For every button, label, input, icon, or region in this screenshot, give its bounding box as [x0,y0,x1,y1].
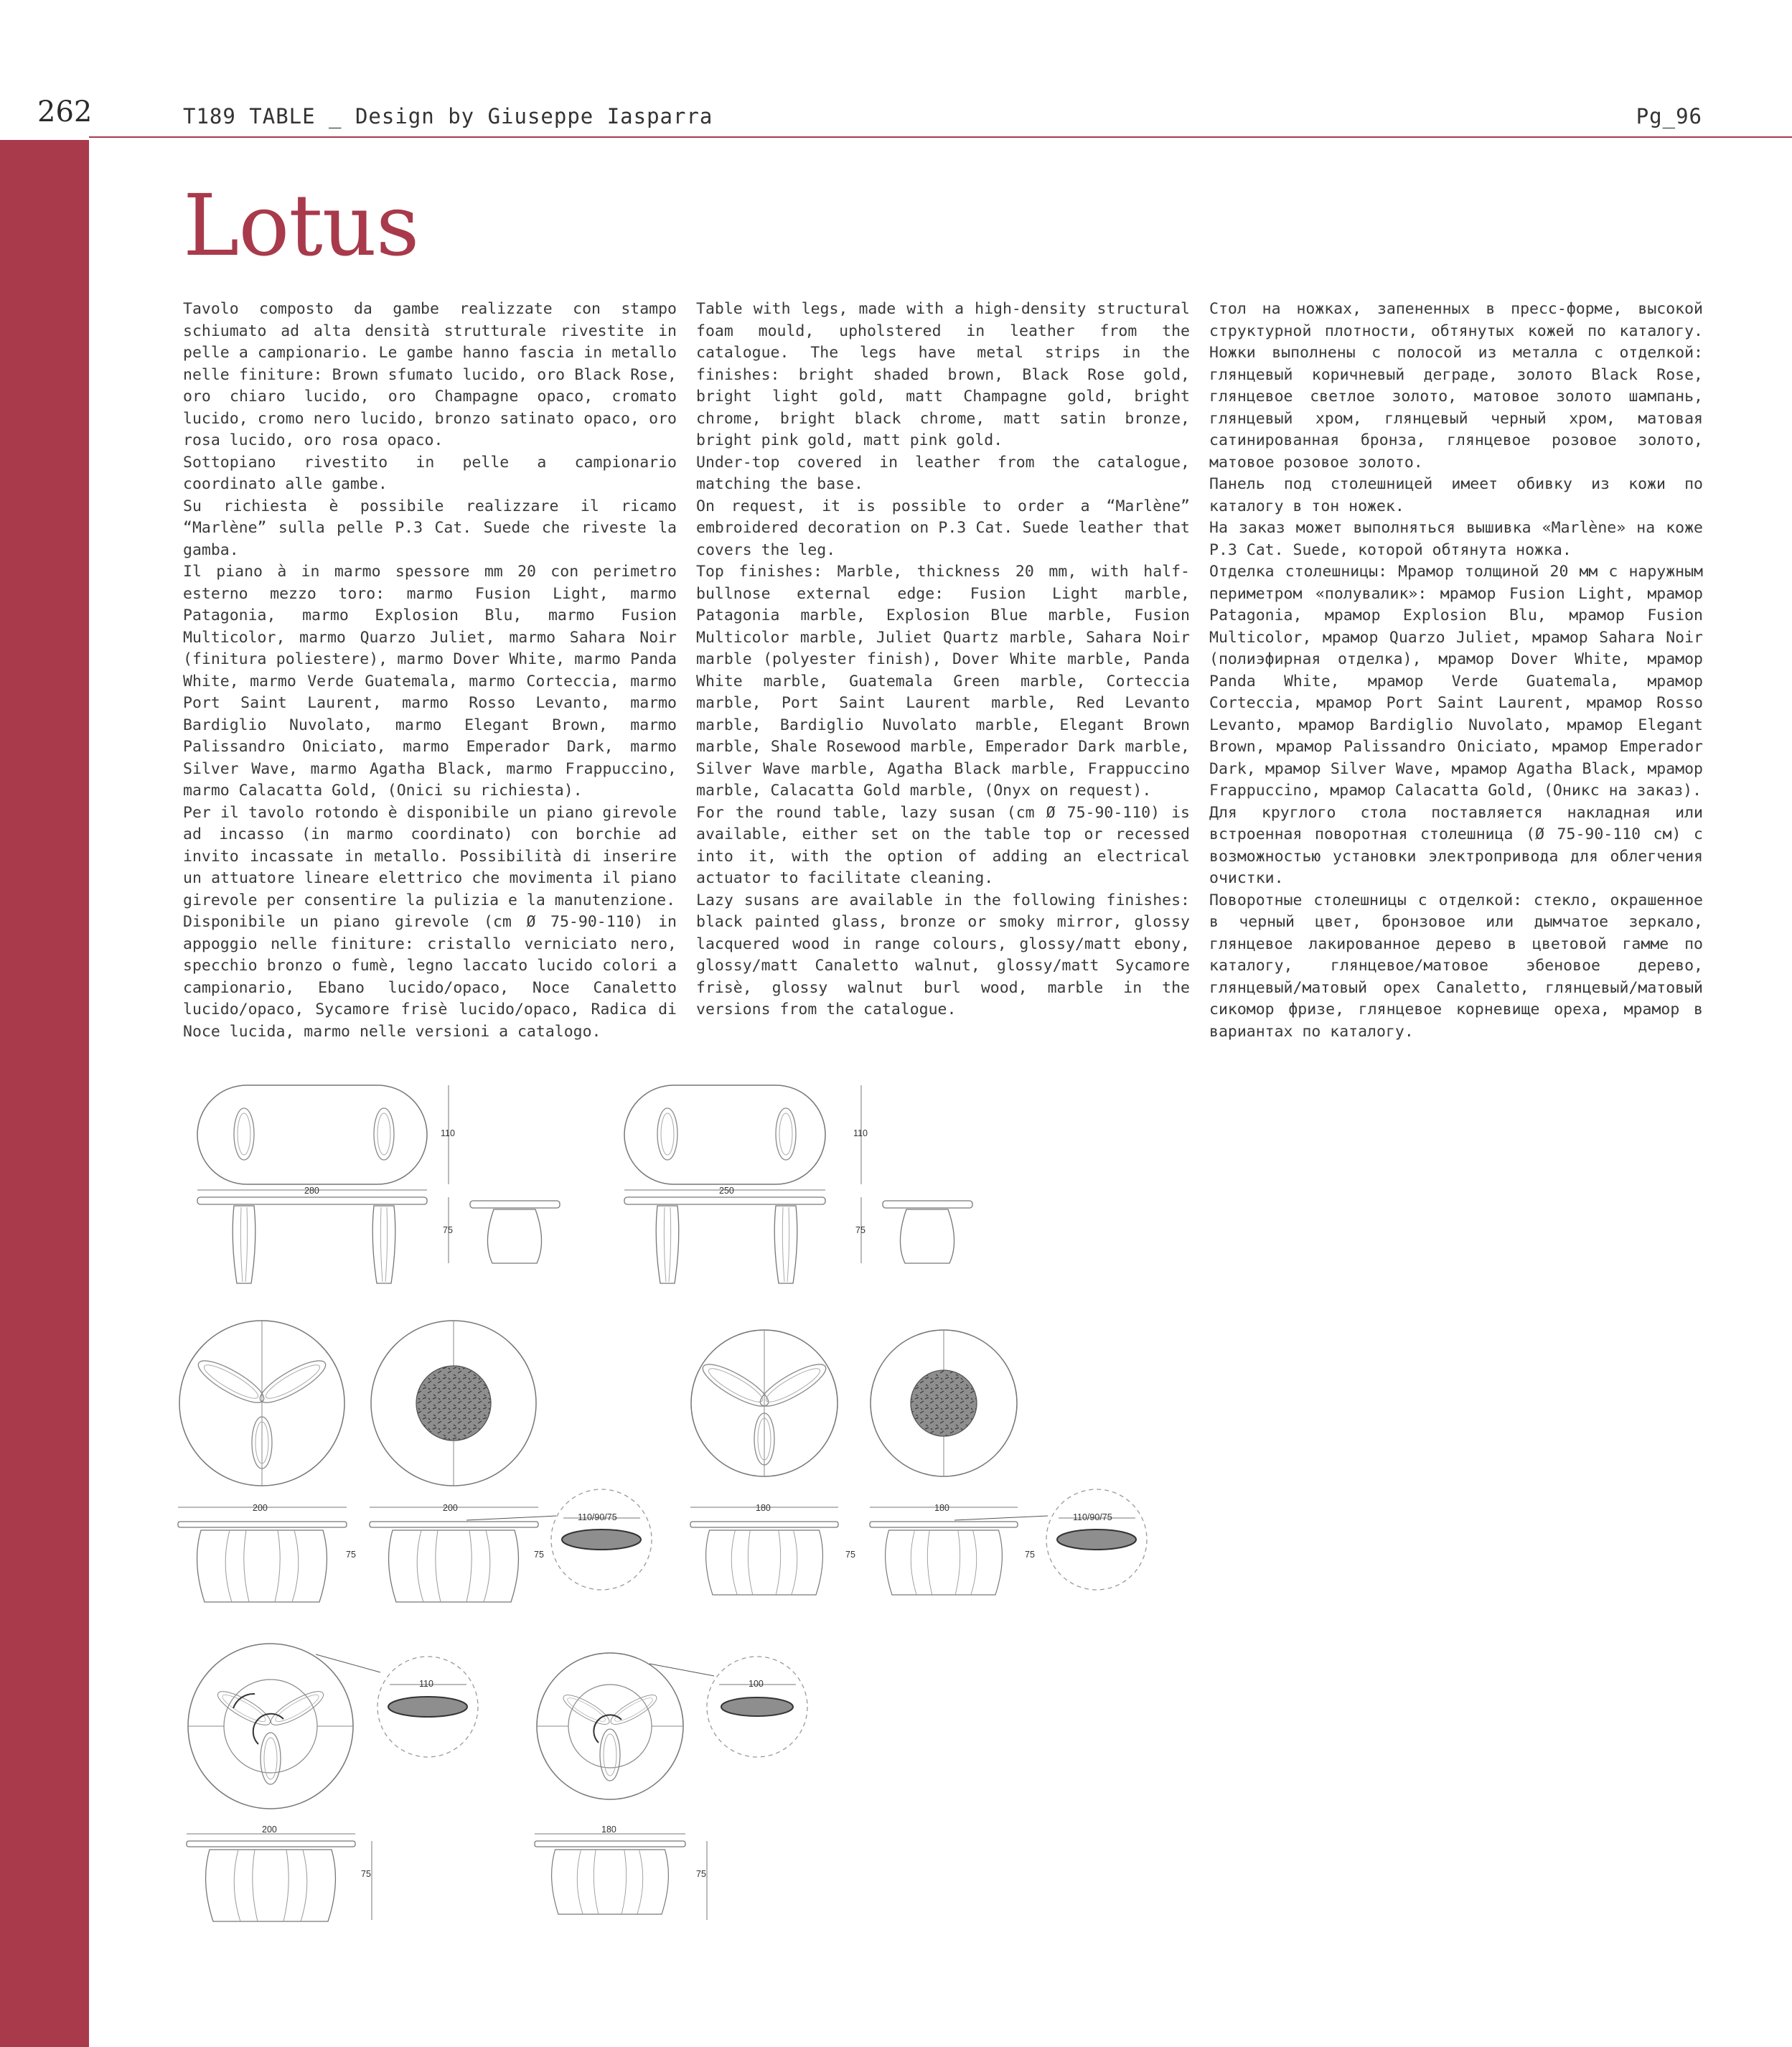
oval-top-side [197,1197,427,1204]
dim-diameter: 180 [934,1503,949,1513]
paragraph: For the round table, lazy susan (cm Ø 75-90-110) is available, either set on the table top or recessed into it, with the option of adding an electrical actuator to facilitate cleaning. [696,803,1190,887]
oval-top-plan [197,1085,427,1184]
round-table-200-lazy-susan [370,1321,652,1602]
round-table-200-recessed-susan [187,1644,478,1921]
dim-height: 75 [443,1225,453,1235]
dim-susan: 110 [419,1679,433,1689]
paragraph: Top finishes: Marble, thickness 20 mm, with half-bullnose external edge: Fusion Light marble, Patagonia marble, Explosion Blue marble, Fusion Multicolor marble, Juliet Quartz marble, Sahara Noir marble (polyester finish), Dover White marble, Panda White marble, Guatemala Green marble, Corteccia marble, Port Saint Laurent marble, Red Levanto marble, Bardiglio Nuvolato marble, Elegant Brown marble, Shale Rosewood marble, Emperador Dark marble, Silver Wave marble, Agatha Black marble, Frappuccino marble, Calacatta Gold marble, (Onyx on request). [696,563,1190,800]
dim-height: 75 [346,1550,356,1560]
paragraph: Under-top covered in leather from the catalogue, matching the base. [696,453,1190,493]
paragraph: Su richiesta è possibile realizzare il ricamo “Marlène” sulla pelle P.3 Cat. Suede che riveste la gamba. [183,497,677,559]
dim-length: 250 [719,1186,734,1196]
dim-height: 75 [1025,1550,1035,1560]
dim-height: 75 [855,1225,865,1235]
paragraph: Disponibile un piano girevole (cm Ø 75-90-110) in appoggio nelle finiture: cristallo verniciato nero, specchio bronzo o fumè, legno laccato lucido colori a campionario, Ebano lucido/opaco, Noce Canaletto lucido/opaco, Sycamore frisè lucido/opaco, Radica di Noce lucida, marmo nelle versioni a catalogo. [183,913,677,1041]
product-title: Lotus [183,176,419,275]
paragraph: Поворотные столешницы с отделкой: стекло, окрашенное в черный цвет, бронзовое или дымчатое зеркало, глянцевое лакированное дерево в цветовой гамме по каталогу, глянцевое/матовое эбеновое дерево, глянцевый/матовый орех Canaletto, глянцевый/матовый сикомор фризе, глянцевое корневище ореха, мрамор в вариантах по каталогу. [1209,891,1703,1041]
header-title: T189 TABLE _ Design by Giuseppe Iasparra [183,104,713,128]
dim-susan: 110/90/75 [1073,1512,1112,1522]
oval-table-250 [624,1085,972,1283]
dim-height: 75 [361,1869,371,1879]
dim-diameter: 200 [253,1503,268,1513]
paragraph: Стол на ножках, запененных в пресс-форме, высокой структурной плотности, обтянутых кожей по каталогу. Ножки выполнены с полосой из металла с отделкой: глянцевый коричневый деграде, золото Black Rose, глянцевое светлое золото, матовое золото шампань, глянцевый хром, глянцевый черный хром, матовая сатинированная бронза, глянцевое розовое золото, матовое розовое золото. [1209,300,1703,472]
paragraph: Панель под столешницей имеет обивку из кожи по каталогу в тон ножек. [1209,475,1703,515]
dim-height: 75 [696,1869,706,1879]
marble-lazy-susan [416,1366,491,1441]
paragraph: Tavolo composto da gambe realizzate con stampo schiumato ad alta densità strutturale rivestite in pelle a campionario. Le gambe hanno fascia in metallo nelle finiture: Brown sfumato lucido, oro Black Rose, oro chiaro lucido, oro Champagne opaco, cromato lucido, cromo nero lucido, bronzo satinato opaco, oro rosa lucido, oro rosa opaco. [183,300,677,449]
header-page-ref: Pg_96 [1636,104,1702,128]
round-table-180-recessed-susan [535,1653,807,1920]
round-table-200 [178,1321,356,1602]
paragraph: Sottopiano rivestito in pelle a campionario coordinato alle gambe. [183,453,677,493]
paragraph: Lazy susans are available in the following finishes: black painted glass, bronze or smoky mirror, glossy lacquered wood in range colours, glossy/matt ebony, glossy/matt Canaletto walnut, glossy/matt Sycamore frisè, glossy walnut burl wood, marble in the versions from the catalogue. [696,891,1190,1018]
dim-susan: 100 [749,1679,764,1689]
paragraph: На заказ может выполняться вышивка «Marlène» на коже P.3 Cat. Suede, которой обтянута ножка. [1209,519,1703,559]
paragraph: Для круглого стола поставляется накладная или встроенная поворотная столешница (Ø 75-90-110 см) с возможностью установки электропривода для облегчения очистки. [1209,803,1703,887]
dim-diameter: 200 [262,1824,277,1835]
dim-width: 110 [853,1128,868,1138]
dim-diameter: 180 [601,1824,616,1835]
dim-width: 110 [441,1128,455,1138]
dim-height: 75 [845,1550,855,1560]
dim-susan: 110/90/75 [578,1512,617,1522]
dim-height: 75 [534,1550,544,1560]
paragraph: Per il tavolo rotondo è disponibile un piano girevole ad incasso (in marmo coordinato) con borchie ad invito incassate in metallo. Possibilità di inserire un attuatore lineare elettrico che movimenta il piano girevole per consentire la pulizia e la manutenzione. [183,803,677,909]
paragraph: On request, it is possible to order a “Marlène” embroidered decoration on P.3 Cat. Suede leather that covers the leg. [696,497,1190,559]
dim-diameter: 180 [756,1503,771,1513]
dim-diameter: 200 [443,1503,458,1513]
paragraph: Table with legs, made with a high-density structural foam mould, upholstered in leather from the catalogue. The legs have metal strips in the finishes: bright shaded brown, Black Rose gold, bright light gold, matt Champagne gold, bright chrome, bright black chrome, matt satin bronze, bright pink gold, matt pink gold. [696,300,1190,449]
paragraph: Il piano à in marmo spessore mm 20 con perimetro esterno mezzo toro: marmo Fusion Light, marmo Patagonia, marmo Explosion Blu, marmo Fusion Multicolor, marmo Quarzo Juliet, marmo Sahara Noir (finitura poliestere), marmo Dover White, marmo Panda White, marmo Verde Guatemala, marmo Corteccia, marmo Port Saint Laurent, marmo Rosso Levanto, marmo Bardiglio Nuvolato, marmo Elegant Brown, marmo Palissandro Oniciato, marmo Emperador Dark, marmo Silver Wave, marmo Agatha Black, marmo Frappuccino, marmo Calacatta Gold, (Onici su richiesta). [183,563,677,800]
paragraph: Отделка столешницы: Мрамор толщиной 20 мм с наружным периметром «полувалик»: мрамор Fusion Light, мрамор Patagonia, мрамор Explosion Blu, мрамор Fusion Multicolor, мрамор Quarzo Juliet, мрамор Sahara Noir (полиэфирная отделка), мрамор Dover White, мрамор Panda White, мрамор Verde Guatemala, мрамор Corteccia, мрамор Port Saint Laurent, мрамор Rosso Levanto, мрамор Bardiglio Nuvolato, мрамор Elegant Brown, мрамор Palissandro Oniciato, мрамор Emperador Dark, мрамор Silver Wave, мрамор Agatha Black, мрамор Frappuccino, мрамор Calacatta Gold, (Оникс на заказ). [1209,563,1703,800]
oval-table-280 [197,1085,560,1283]
page-number: 262 [37,95,93,128]
round-table-180 [690,1330,855,1595]
dim-length: 280 [304,1186,319,1196]
round-table-180-lazy-susan [870,1330,1147,1595]
